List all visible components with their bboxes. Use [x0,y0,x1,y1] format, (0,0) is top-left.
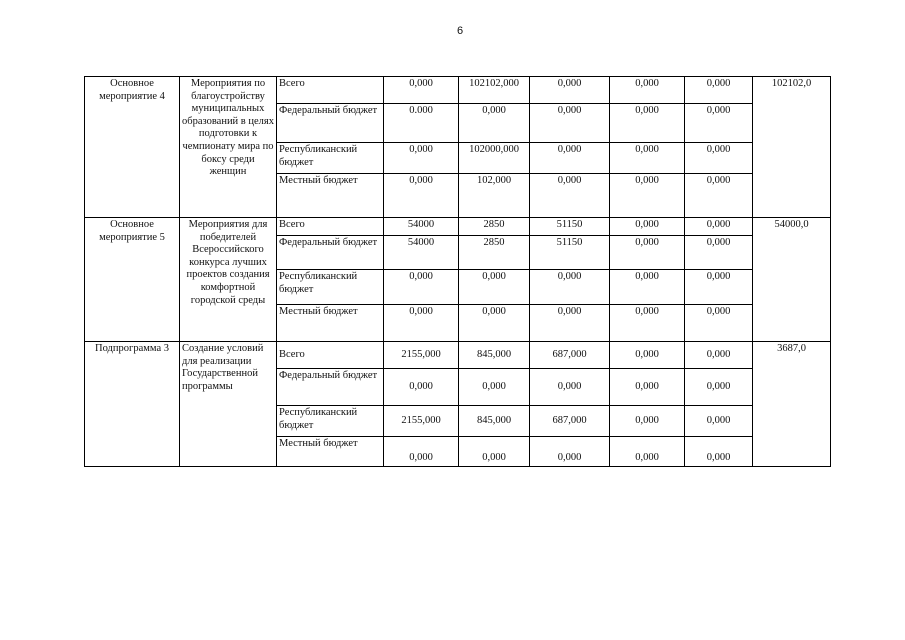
budget-table [84,76,831,467]
value-cell: 0,000 [459,305,530,342]
value-cell: 0,000 [530,369,610,406]
value-cell: 51150 [530,236,610,270]
value-cell: 0,000 [610,305,685,342]
value-cell: 0,000 [610,143,685,174]
value-cell: 102000,000 [459,143,530,174]
total-cell: 102102,0 [753,77,831,218]
value-cell: 0,000 [530,270,610,305]
value-cell: 0,000 [530,305,610,342]
table-row [85,218,831,236]
value-cell: 54000 [384,218,459,236]
value-cell: 0,000 [384,437,459,467]
value-cell: 0,000 [530,104,610,143]
value-cell: 0,000 [384,77,459,104]
value-cell: 0,000 [685,236,753,270]
program-cell: Основное мероприятие 4 [85,77,180,218]
value-cell: 0,000 [610,406,685,437]
source-cell: Местный бюджет [277,174,384,218]
value-cell: 0,000 [685,104,753,143]
value-cell: 51150 [530,218,610,236]
event-cell: Создание условий для реализации Государственной программы [180,342,277,467]
value-cell: 0,000 [384,369,459,406]
value-cell: 0,000 [530,437,610,467]
value-cell: 0,000 [685,406,753,437]
value-cell: 0,000 [685,342,753,369]
value-cell: 0,000 [530,174,610,218]
value-cell: 0,000 [459,369,530,406]
value-cell: 0,000 [384,143,459,174]
value-cell: 845,000 [459,406,530,437]
value-cell: 0,000 [610,77,685,104]
value-cell: 0,000 [685,305,753,342]
source-cell: Республиканский бюджет [277,406,384,437]
value-cell: 0,000 [530,77,610,104]
value-cell: 0,000 [384,174,459,218]
table-row [85,342,831,369]
value-cell: 0,000 [685,174,753,218]
source-cell: Республиканский бюджет [277,143,384,174]
value-cell: 0,000 [685,437,753,467]
value-cell: 0,000 [384,305,459,342]
value-cell: 0,000 [610,218,685,236]
value-cell: 0,000 [459,270,530,305]
value-cell: 0,000 [610,174,685,218]
value-cell: 0,000 [685,77,753,104]
value-cell: 102102,000 [459,77,530,104]
total-cell: 3687,0 [753,342,831,467]
value-cell: 0,000 [459,437,530,467]
value-cell: 2850 [459,236,530,270]
value-cell: 0,000 [610,270,685,305]
page-number: 6 [456,25,464,37]
source-cell: Федеральный бюджет [277,104,384,143]
value-cell: 2850 [459,218,530,236]
value-cell: 0,000 [685,369,753,406]
source-cell: Всего [277,77,384,104]
source-cell: Федеральный бюджет [277,236,384,270]
source-cell: Всего [277,342,384,369]
value-cell: 0,000 [610,342,685,369]
value-cell: 687,000 [530,342,610,369]
total-cell: 54000,0 [753,218,831,342]
value-cell: 2155,000 [384,342,459,369]
value-cell: 0,000 [685,218,753,236]
value-cell: 54000 [384,236,459,270]
value-cell: 0,000 [459,104,530,143]
value-cell: 687,000 [530,406,610,437]
event-cell: Мероприятия по благоустройству муниципальных образований в целях подготовки к чемпионату мира по боксу среди женщин [180,77,277,218]
value-cell: 0,000 [610,104,685,143]
event-cell: Мероприятия для победителей Всероссийского конкурса лучших проектов создания комфортной городской среды [180,218,277,342]
source-cell: Местный бюджет [277,305,384,342]
value-cell: 0.000 [384,104,459,143]
value-cell: 0,000 [610,369,685,406]
value-cell: 845,000 [459,342,530,369]
value-cell: 0,000 [384,270,459,305]
source-cell: Республиканский бюджет [277,270,384,305]
program-cell: Подпрограмма 3 [85,342,180,467]
table-row [85,77,831,104]
value-cell: 0,000 [610,236,685,270]
source-cell: Федеральный бюджет [277,369,384,406]
value-cell: 0,000 [685,143,753,174]
value-cell: 0,000 [685,270,753,305]
value-cell: 2155,000 [384,406,459,437]
program-cell: Основное мероприятие 5 [85,218,180,342]
value-cell: 0,000 [610,437,685,467]
source-cell: Всего [277,218,384,236]
value-cell: 0,000 [530,143,610,174]
value-cell: 102,000 [459,174,530,218]
source-cell: Местный бюджет [277,437,384,467]
